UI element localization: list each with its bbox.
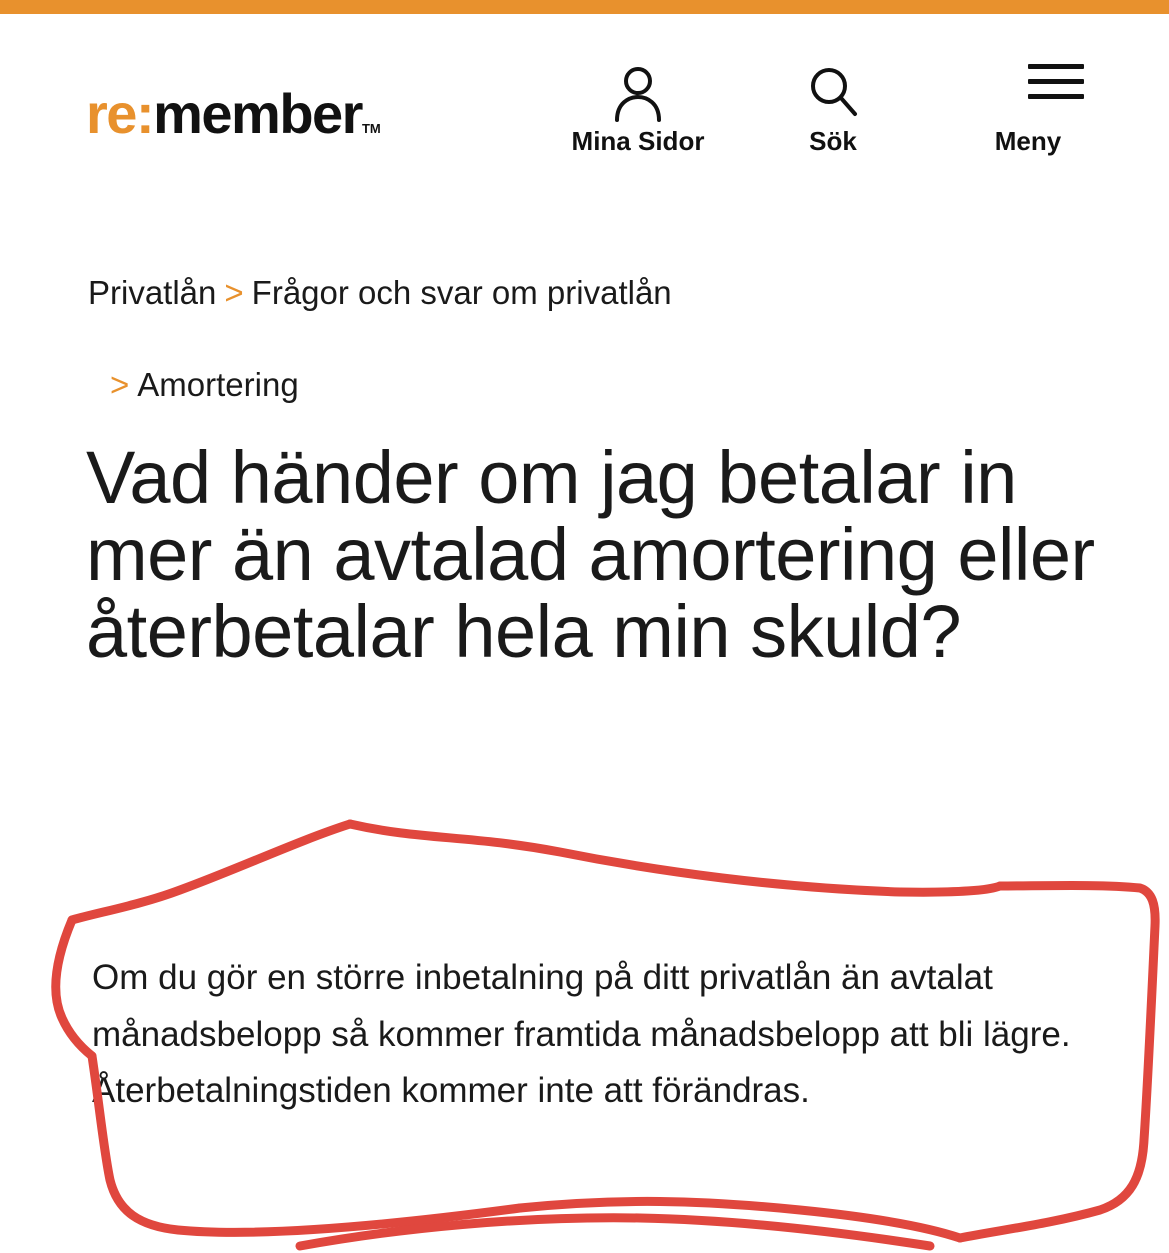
site-logo[interactable]	[86, 82, 381, 145]
site-header	[0, 14, 1169, 229]
breadcrumb-item-privatlan[interactable]: Privatlån	[88, 274, 217, 311]
breadcrumb-item-fragor-och-svar[interactable]: Frågor och svar om privatlån	[251, 274, 672, 311]
hamburger-icon	[928, 62, 1128, 124]
nav-label-meny: Meny	[994, 126, 1062, 156]
user-icon	[538, 62, 738, 124]
top-accent-bar	[0, 0, 1169, 14]
breadcrumb-separator-1: >	[224, 274, 244, 311]
nav-item-mina-sidor[interactable]	[538, 62, 738, 157]
nav-label-mina-sidor: Mina Sidor	[571, 126, 705, 156]
nav-item-sok[interactable]	[733, 62, 933, 157]
logo-part-member: member	[153, 82, 362, 145]
breadcrumb-item-amortering[interactable]: Amortering	[137, 366, 299, 404]
logo-part-re: re	[86, 82, 136, 145]
breadcrumb	[88, 272, 1108, 406]
breadcrumb-separator-2: >	[110, 366, 130, 404]
logo-trademark: TM	[361, 121, 381, 136]
nav-label-sok: Sök	[809, 126, 857, 156]
nav-item-meny[interactable]	[928, 62, 1128, 157]
search-icon	[733, 62, 933, 124]
page-title: Vad händer om jag betalar in mer än avtalad amortering eller återbetalar hela min skuld?	[86, 436, 1095, 673]
answer-paragraph: Om du gör en större inbetalning på ditt privatlån än avtalat månadsbelopp så kommer framtida månadsbelopp att bli lägre. Återbetalningstiden kommer inte att förändras.	[92, 958, 1071, 1111]
logo-separator: :	[135, 82, 154, 145]
